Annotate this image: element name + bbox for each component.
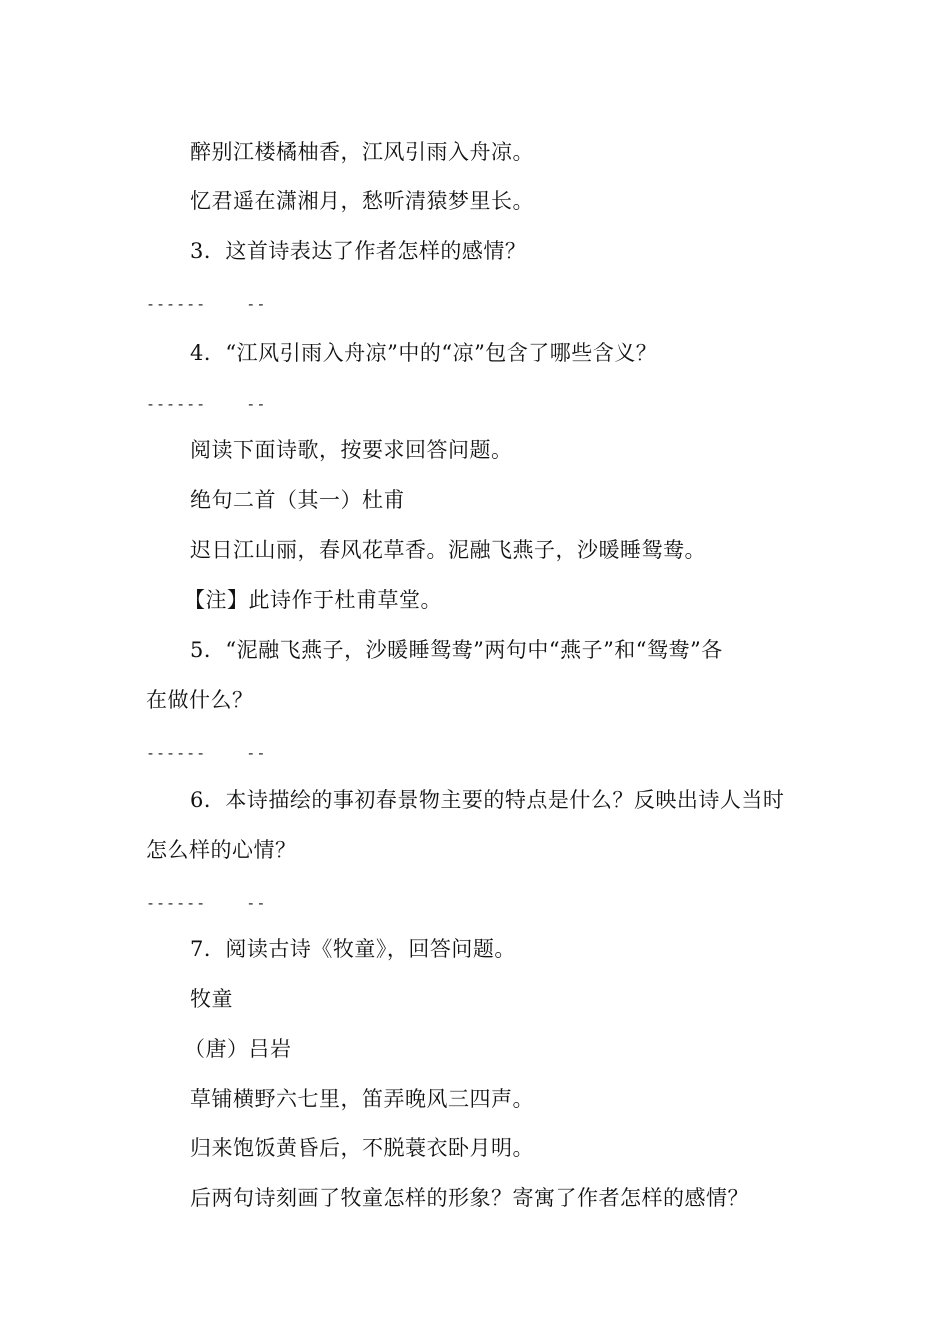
answer-line: ------ -- bbox=[146, 295, 267, 313]
poem-line-1: 草铺横野六七里，笛弄晚风三四声。 bbox=[190, 1087, 534, 1111]
poem-author: （唐）吕岩 bbox=[184, 1037, 292, 1061]
answer-line: ------ -- bbox=[146, 744, 267, 762]
question-6: 6．本诗描绘的事初春景物主要的特点是什么？反映出诗人当时 bbox=[190, 788, 785, 812]
poem-note: 【注】此诗作于杜甫草堂。 bbox=[184, 588, 442, 612]
poem-line-1: 醉别江楼橘柚香，江风引雨入舟凉。 bbox=[190, 140, 534, 164]
question-3: 3．这首诗表达了作者怎样的感情？ bbox=[190, 239, 527, 263]
answer-line: ------ -- bbox=[146, 894, 267, 912]
question-5: 5．“泥融飞燕子，沙暖睡鸳鸯”两句中“燕子”和“鸳鸯”各 bbox=[190, 638, 723, 662]
question-4: 4．“江风引雨入舟凉”中的“凉”包含了哪些含义？ bbox=[190, 341, 658, 365]
poem-line-2: 归来饱饭黄昏后，不脱蓑衣卧月明。 bbox=[190, 1136, 534, 1160]
reading-instruction: 阅读下面诗歌，按要求回答问题。 bbox=[190, 438, 513, 462]
question-5-cont: 在做什么？ bbox=[146, 688, 254, 712]
poem-text: 迟日江山丽，春风花草香。泥融飞燕子，沙暖睡鸳鸯。 bbox=[190, 538, 706, 562]
question-6-cont: 怎么样的心情？ bbox=[146, 838, 297, 862]
poem-line-2: 忆君遥在潇湘月，愁听清猿梦里长。 bbox=[190, 189, 534, 213]
poem-title: 牧童 bbox=[190, 987, 233, 1011]
question-7-prompt: 后两句诗刻画了牧童怎样的形象？寄寓了作者怎样的感情？ bbox=[190, 1186, 749, 1210]
question-7: 7．阅读古诗《牧童》，回答问题。 bbox=[190, 937, 516, 961]
poem-title: 绝句二首（其一）杜甫 bbox=[190, 488, 405, 512]
answer-line: ------ -- bbox=[146, 395, 267, 413]
